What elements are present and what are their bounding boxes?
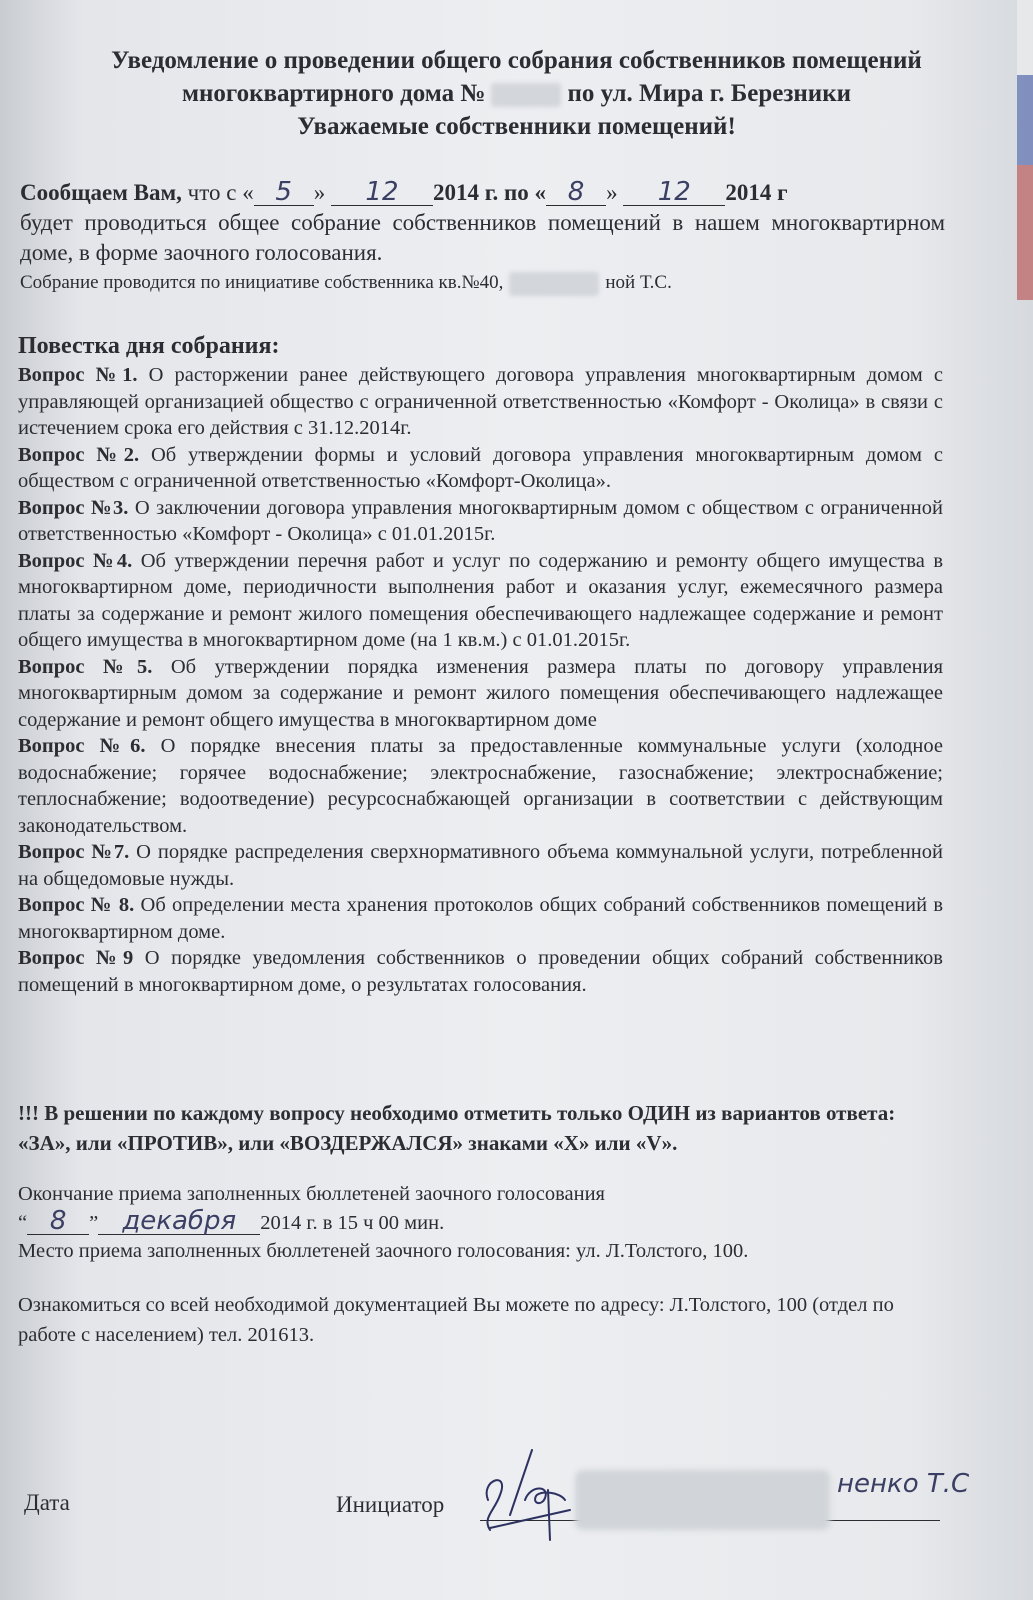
header-street: по ул. Мира г. Березники <box>567 80 852 107</box>
initiator-label: Инициатор <box>336 1492 445 1517</box>
document-header <box>0 44 1033 143</box>
end-year: 2014 г <box>725 180 788 205</box>
deadline-day-handwritten: 8 <box>27 1208 89 1235</box>
question-text: О порядке распределения сверхнормативного объема коммунальной услуги, потребленной на общедомовые нужды. <box>18 841 943 890</box>
ballot-deadline <box>18 1180 943 1265</box>
ballot-drop-place: Место приема заполненных бюллетеней заочного голосования: ул. Л.Толстого, 100. <box>18 1240 749 1262</box>
header-line-2 <box>0 77 1033 110</box>
quote-close-2: » <box>606 180 618 205</box>
agenda-question-1 <box>18 362 943 442</box>
header-line-1: Уведомление о проведении общего собрания собственников помещений <box>111 47 922 74</box>
agenda-question-6 <box>18 733 943 839</box>
deadline-line-1: Окончание приема заполненных бюллетеней заочного голосования <box>18 1183 605 1205</box>
redacted-signature-name <box>575 1470 830 1530</box>
question-text: О заключении договора управления многоквартирным домом с обществом с ограниченной ответственностью «Комфорт - Околица» с 01.01.2015г. <box>18 496 943 545</box>
question-number: Вопрос №4. <box>18 549 133 572</box>
intro-from: что с « <box>187 180 254 205</box>
deadline-time: 2014 г. в 15 ч 00 мин. <box>260 1212 445 1234</box>
header-house-label: многоквартирного дома № <box>181 80 486 107</box>
redacted-house-number <box>491 83 561 107</box>
question-number: Вопрос №9 <box>18 947 134 969</box>
handwritten-signature <box>470 1440 580 1550</box>
question-number: Вопрос №1. <box>18 364 138 386</box>
agenda-question-8 <box>18 892 943 945</box>
signature-tail-text: ненко Т.С <box>837 1469 970 1499</box>
start-month-handwritten: 12 <box>331 179 433 206</box>
agenda-list <box>18 362 943 998</box>
initiator-prefix: Собрание проводится по инициативе собственника кв.№40, <box>20 272 504 293</box>
question-text: Об утверждении порядка изменения размера платы по договору управления многоквартирным домом за содержание и ремонт жилого помещения обеспечивающего надлежащее содержание и ремонт общего имущества в многоквартирном доме <box>18 655 943 731</box>
question-text: Об определении места хранения протоколов общих собраний собственников помещений в многоквартирном доме. <box>18 894 944 943</box>
agenda-question-4 <box>18 548 943 654</box>
question-number: Вопрос №6. <box>18 735 146 757</box>
deadline-month-handwritten: декабря <box>98 1208 260 1235</box>
initiator-line <box>20 268 945 298</box>
deadline-close-quote: ” <box>89 1212 99 1234</box>
question-number: Вопрос №2. <box>18 443 140 466</box>
question-number: Вопрос №5. <box>18 655 153 678</box>
start-day-handwritten: 5 <box>254 179 314 206</box>
question-text: О порядке внесения платы за предоставленные коммунальные услуги (холодное водоснабжение; горячее водоснабжение; электроснабжение, газоснабжение; электроснабжение; теплоснабжение; водоотведение) ресурсоснабжающей организации в соответствии с действующим законодательством. <box>18 735 943 837</box>
documentation-info: Ознакомиться со всей необходимой документацией Вы можете по адресу: Л.Толстого, 100 (отдел по работе с населением) тел. 201613. <box>18 1294 894 1346</box>
question-text: О порядке уведомления собственников о проведении общих собраний собственников помещений в многоквартирном доме, о результатах голосования. <box>18 947 943 996</box>
intro-body: будет проводиться общее собрание собственников помещений в нашем многоквартирном доме, в форме заочного голосования. <box>20 210 945 265</box>
redacted-initiator-name <box>509 272 599 296</box>
agenda-question-3 <box>18 495 943 548</box>
header-greeting: Уважаемые собственники помещений! <box>297 113 736 140</box>
initiator-suffix: ной Т.С. <box>605 272 672 293</box>
deadline-date-line <box>18 1208 943 1237</box>
deadline-open-quote: “ <box>18 1212 28 1234</box>
question-text: О расторжении ранее действующего договора управления многоквартирным домом с управляющей организацией общество с ограниченной ответственностью «Комфорт - Околица» в связи с истечением срока его действия с 31.12.2014г. <box>18 364 943 439</box>
agenda-question-2 <box>18 442 943 495</box>
intro-paragraph <box>20 178 945 298</box>
agenda-title: Повестка дня собрания: <box>18 333 280 359</box>
agenda-question-9 <box>18 945 943 998</box>
intro-lead: Сообщаем Вам, <box>20 180 182 205</box>
end-month-handwritten: 12 <box>623 179 725 206</box>
handwritten-signature-tail <box>835 1452 1005 1512</box>
agenda-question-5 <box>18 654 943 734</box>
start-year: 2014 г. по « <box>432 180 547 205</box>
question-number: Вопрос № 8. <box>18 894 135 916</box>
end-day-handwritten: 8 <box>546 179 606 206</box>
voting-instructions: !!! В решении по каждому вопросу необходимо отметить только ОДИН из вариантов ответа: «ЗА», или «ПРОТИВ», или «ВОЗДЕРЖАЛСЯ» знаками «Х» или «V». <box>18 1101 896 1155</box>
date-label: Дата <box>24 1490 70 1515</box>
agenda-question-7 <box>18 839 943 892</box>
question-number: Вопрос №3. <box>18 496 129 519</box>
question-number: Вопрос №7. <box>18 841 130 863</box>
question-text: Об утверждении перечня работ и услуг по содержанию и ремонту общего имущества в многоквартирном доме, периодичности выполнения работ и оказания услуг, ежемесячного размера платы за содержание и ремонт жилого помещения обеспечивающего надлежащее содержание и ремонт общего имущества в многоквартирном доме (на 1 кв.м.) с 01.01.2015г. <box>18 549 943 651</box>
signature-row <box>0 1440 1033 1560</box>
quote-close-1: » <box>313 180 326 205</box>
question-text: Об утверждении формы и условий договора управления многоквартирным домом с обществом с ограниченной ответственностью «Комфорт-Околица». <box>18 443 943 492</box>
